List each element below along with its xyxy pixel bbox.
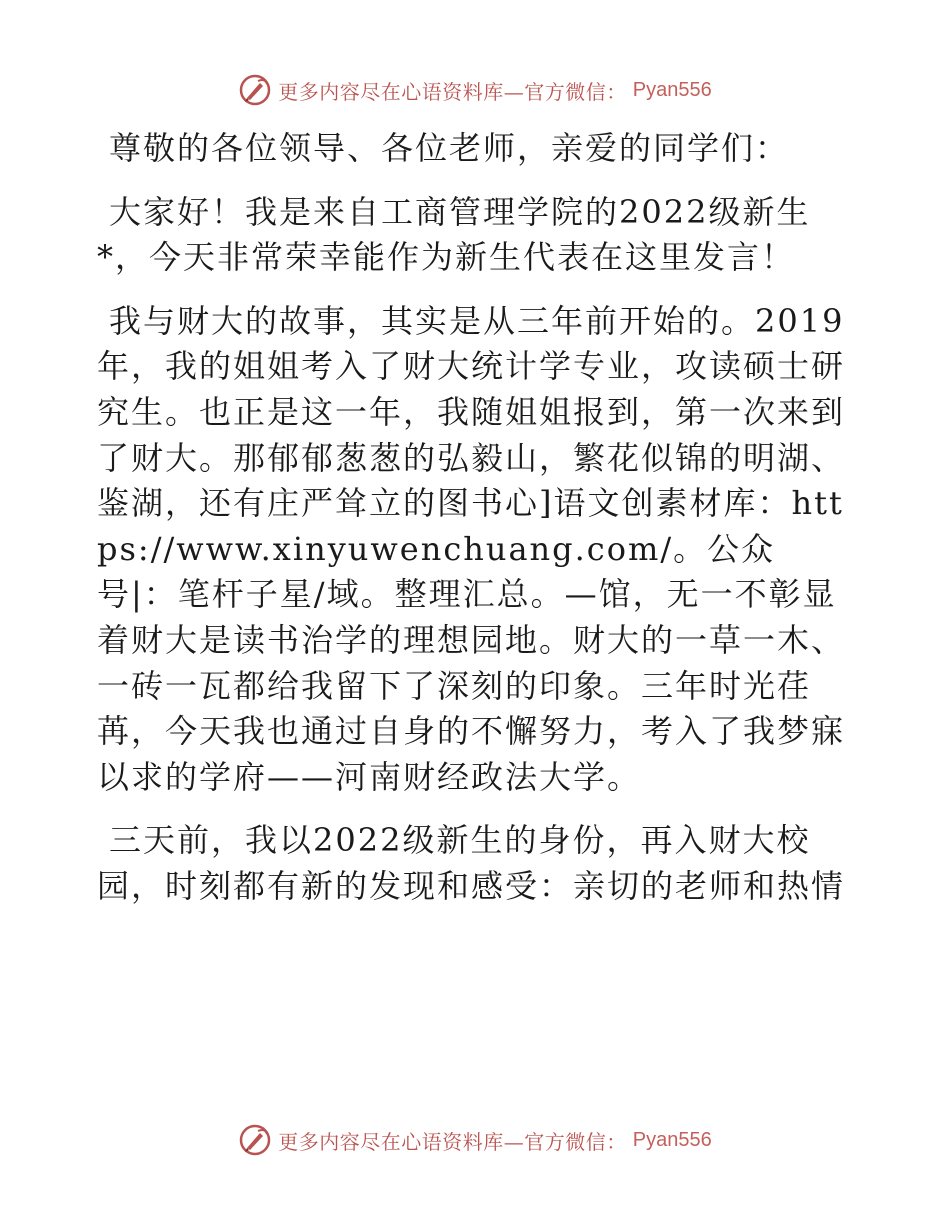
document-body bbox=[97, 126, 849, 910]
footer-banner-text: 更多内容尽在心语资料库—官方微信： bbox=[278, 1129, 627, 1154]
paragraph-story: 我与财大的故事，其实是从三年前开始的。2019年，我的姐姐考入了财大统计学专业，攻读硕士研究生。也正是这一年，我随姐姐报到，第一次来到了财大。那郁郁葱葱的弘毅山，繁花似锦的明湖、鉴湖，还有庄严耸立的图书心]语文创素材库：https://www.xinyuwenchuang.com/。公众号|：笔杆子星/域。整理汇总。—馆，无一不彰显着财大是读书治学的理想园地。财大的一草一木、一砖一瓦都给我留下了深刻的印象。三年时光荏苒，今天我也通过自身的不懈努力，考入了我梦寐以求的学府——河南财经政法大学。 bbox=[97, 301, 846, 796]
footer-wechat-id: Pyan556 bbox=[632, 1128, 712, 1151]
paragraph-greeting: 大家好！我是来自工商管理学院的2022级新生*，今天非常荣幸能作为新生代表在这里发言！ bbox=[97, 192, 811, 277]
header-watermark-banner bbox=[0, 70, 950, 110]
paragraph-three-days-ago: 三天前，我以2022级新生的身份，再入财大校园，时刻都有新的发现和感受：亲切的老师和热情 bbox=[97, 821, 846, 905]
pen-logo-icon bbox=[238, 1123, 272, 1157]
salutation: 尊敬的各位领导、各位老师，亲爱的同学们： bbox=[109, 129, 790, 167]
footer-watermark-banner bbox=[0, 1120, 950, 1160]
pen-logo-icon bbox=[238, 73, 272, 107]
header-banner-text: 更多内容尽在心语资料库—官方微信： bbox=[278, 79, 627, 104]
header-wechat-id: Pyan556 bbox=[632, 78, 712, 101]
